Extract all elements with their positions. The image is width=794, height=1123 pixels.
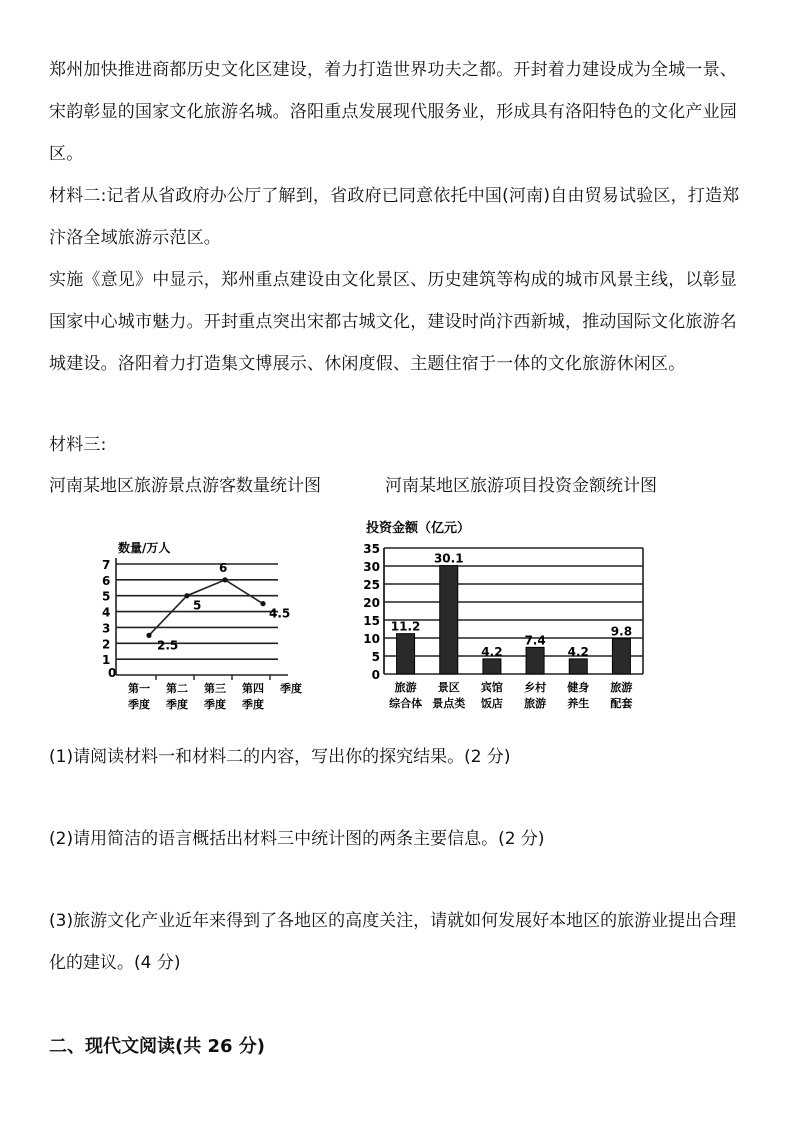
paragraph-implementation: 实施《意见》中显示，郑州重点建设由文化景区、历史建筑等构成的城市风景主线，以彰显国家中心城市魅力。开封重点突出宋都古城文化，建设时尚汴西新城，推动国际文化旅游名城建设。洛阳着力打造集文博展示、休闲度假、主题住宿于一体的文化旅游休闲区。 xyxy=(49,270,737,374)
bar-chart-data-label: 4.2 xyxy=(567,644,589,659)
line-chart-data-label: 6 xyxy=(219,560,228,575)
bar-chart-bar xyxy=(526,647,544,674)
line-chart-point xyxy=(184,593,189,598)
bar-chart-category-top: 旅游 xyxy=(610,681,633,694)
bar-chart-bar xyxy=(569,659,587,674)
bar-chart-category-bottom: 配套 xyxy=(610,697,633,710)
bar-chart-ylabel: 投资金额（亿元） xyxy=(366,521,471,536)
paragraph-material-two: 材料二:记者从省政府办公厅了解到，省政府已同意依托中国(河南)自由贸易试验区，打造郑汴洛全域旅游示范区。 xyxy=(49,186,740,248)
right-chart-title: 河南某地区旅游项目投资金额统计图 xyxy=(385,476,657,496)
line-chart-xlabel: 季度 xyxy=(280,682,302,695)
bar-chart-bar xyxy=(440,566,458,674)
line-chart-ytick: 7 xyxy=(102,558,111,572)
bar-chart-category-bottom: 养生 xyxy=(567,697,590,710)
bar-chart-ytick: 25 xyxy=(363,578,380,592)
bar-chart-data-label: 7.4 xyxy=(524,633,546,648)
line-chart-category-bottom: 季度 xyxy=(204,698,226,711)
paragraph-material-one: 郑州加快推进商都历史文化区建设，着力打造世界功夫之都。开封着力建设成为全城一景、宋韵彰显的国家文化旅游名城。洛阳重点发展现代服务业，形成具有洛阳特色的文化产业园区。 xyxy=(49,60,737,164)
line-chart-category-bottom: 季度 xyxy=(166,698,188,711)
line-chart-ytick: 3 xyxy=(102,621,111,636)
left-chart-title: 河南某地区旅游景点游客数量统计图 xyxy=(49,476,321,496)
bar-chart-bar xyxy=(397,634,415,674)
line-chart-category-top: 第二 xyxy=(166,682,188,695)
bar-chart-category-bottom: 旅游 xyxy=(524,697,547,710)
bar-chart-ytick: 5 xyxy=(371,650,380,664)
bar-chart-bar xyxy=(612,639,630,674)
line-chart-data-label: 5 xyxy=(193,598,202,613)
bar-chart-category-top: 乡村 xyxy=(524,681,547,694)
question-3: (3)旅游文化产业近年来得到了各地区的高度关注，请就如何发展好本地区的旅游业提出合理化的建议。(4 分) xyxy=(49,911,737,973)
bar-chart-category-top: 宾馆 xyxy=(480,681,503,694)
bar-chart-data-label: 9.8 xyxy=(610,624,633,639)
bar-chart-ytick: 0 xyxy=(371,668,380,682)
bar-chart-category-top: 健身 xyxy=(567,681,590,694)
visitor-line-chart xyxy=(100,528,320,718)
line-chart-data-label: 2.5 xyxy=(157,638,179,653)
line-chart-origin: 0 xyxy=(108,666,117,680)
line-chart-ytick: 2 xyxy=(102,637,111,652)
paragraph-material-three: 材料三: xyxy=(49,435,107,455)
line-chart-point xyxy=(146,633,151,638)
section-heading: 二、现代文阅读(共 26 分) xyxy=(49,1036,266,1057)
line-chart-point xyxy=(260,601,265,606)
question-2: (2)请用简洁的语言概括出材料三中统计图的两条主要信息。(2 分) xyxy=(49,829,545,849)
bar-chart-ytick: 15 xyxy=(363,614,380,628)
bar-chart-ytick: 35 xyxy=(363,542,380,556)
line-chart-category-top: 第三 xyxy=(204,682,226,695)
bar-chart-category-top: 旅游 xyxy=(394,681,417,694)
bar-chart-data-label: 4.2 xyxy=(481,644,503,659)
chart-titles xyxy=(49,466,749,506)
bar-chart-category-bottom: 饭店 xyxy=(480,697,503,710)
line-chart-category-top: 第四 xyxy=(242,682,264,695)
bar-chart-category-bottom: 景点类 xyxy=(432,697,466,710)
bar-chart-ytick: 20 xyxy=(363,596,380,610)
bar-chart-category-top: 景区 xyxy=(437,681,460,694)
bar-chart-bar xyxy=(483,659,501,674)
line-chart-ytick: 6 xyxy=(102,573,111,588)
bar-chart-data-label: 11.2 xyxy=(390,619,421,634)
investment-bar-chart xyxy=(360,512,660,722)
bar-chart-ytick: 10 xyxy=(363,632,380,646)
line-chart-data-label: 4.5 xyxy=(269,606,291,621)
line-chart-ylabel: 数量/万人 xyxy=(118,541,171,555)
line-chart-ytick: 1 xyxy=(102,653,111,668)
line-chart-ytick: 4 xyxy=(102,605,111,620)
bar-chart-ytick: 30 xyxy=(363,560,380,574)
bar-chart-category-bottom: 综合体 xyxy=(389,697,423,710)
bar-chart-data-label: 30.1 xyxy=(433,551,464,566)
line-chart-category-bottom: 季度 xyxy=(128,698,150,711)
line-chart-ytick: 5 xyxy=(102,589,111,604)
line-chart-category-top: 第一 xyxy=(128,682,150,695)
line-chart-point xyxy=(222,577,227,582)
line-chart-category-bottom: 季度 xyxy=(242,698,264,711)
question-1: (1)请阅读材料一和材料二的内容，写出你的探究结果。(2 分) xyxy=(49,747,511,767)
